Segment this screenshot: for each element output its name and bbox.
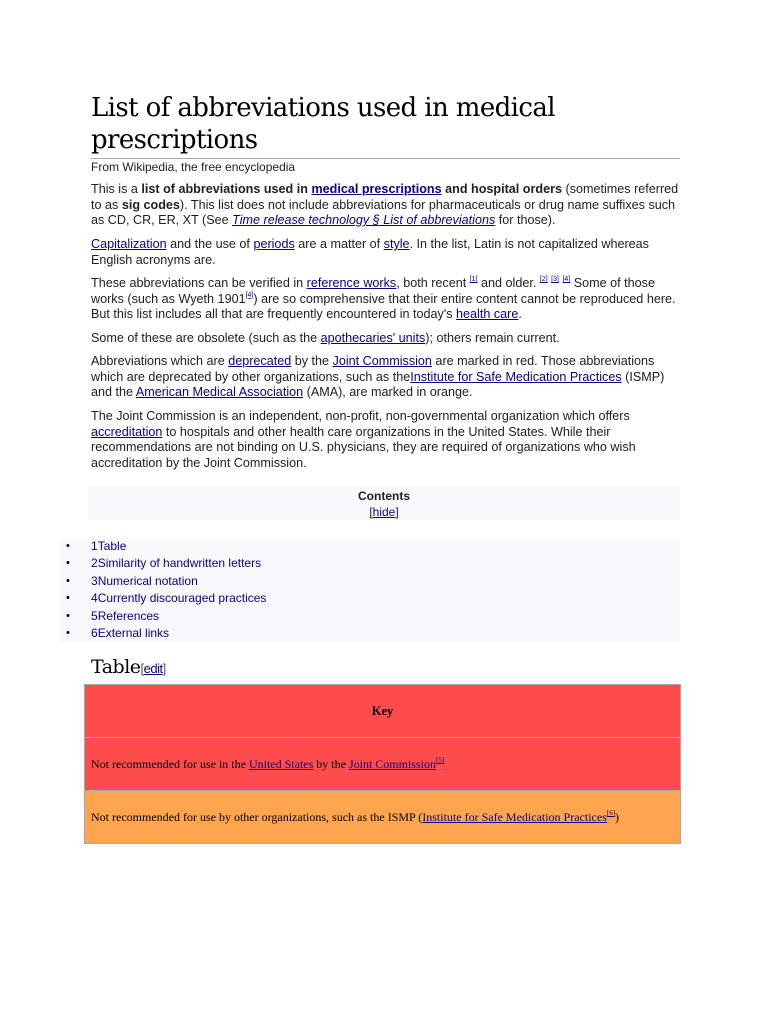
toc-item-label: Table	[97, 539, 127, 553]
key-header-row	[85, 685, 681, 738]
text: are a matter of	[294, 237, 384, 251]
toc-item-number: 2	[91, 556, 98, 571]
toc-item-discouraged[interactable]	[60, 590, 680, 607]
text: to hospitals and other health care organizations in the United States. While their recommendations are not binding on U.S. physicians, they are required of organizations who wish accreditation by the Joint Commission.	[91, 424, 636, 470]
link-apothecaries-units[interactable]: apothecaries' units	[320, 331, 426, 345]
bullet-icon: •	[66, 609, 70, 622]
citation-4b[interactable]: [4]	[245, 291, 254, 299]
section-heading-table	[91, 654, 166, 682]
capitalization-paragraph	[91, 237, 681, 268]
text: are marked in red. Those abbreviations which are deprecated by other organizations, such as the	[91, 354, 655, 384]
bullet-icon: •	[66, 626, 70, 639]
text: Some of those works (such as Wyeth 1901	[91, 276, 655, 306]
bold-text: list of abbreviations used in	[141, 182, 312, 196]
key-row-orange	[85, 791, 681, 844]
link-united-states[interactable]: United States	[248, 756, 314, 771]
link-ismp-key[interactable]: Institute for Safe Medication Practices	[422, 809, 607, 824]
text: This is a	[91, 182, 142, 196]
deprecated-paragraph	[91, 354, 681, 401]
text: for those).	[495, 213, 556, 228]
citation-3[interactable]: [3]	[551, 276, 559, 283]
citation-1[interactable]: [1]	[469, 276, 478, 283]
text: (AMA), are marked in orange.	[303, 385, 473, 400]
citation-2[interactable]: [2]	[539, 276, 548, 283]
tagline: From Wikipedia, the free encyclopedia	[91, 160, 296, 174]
verification-paragraph	[91, 276, 681, 323]
toc-hide-link[interactable]: hide	[372, 505, 396, 519]
toc-header	[88, 486, 680, 520]
link-accreditation[interactable]: accreditation	[91, 424, 163, 439]
text: These abbreviations can be verified in	[91, 276, 307, 290]
toc-item-number: 1	[91, 539, 98, 553]
bracket: [	[140, 661, 144, 676]
bullet-icon: •	[66, 592, 70, 605]
bullet-icon: •	[66, 557, 70, 570]
link-periods[interactable]: periods	[253, 237, 295, 251]
text: Not recommended for use in the	[91, 756, 249, 771]
joint-commission-paragraph	[91, 409, 681, 471]
section-title: Table	[91, 656, 141, 678]
toc-item-number: 5	[91, 608, 98, 623]
text: Some of these are obsolete (such as the	[91, 331, 321, 345]
toc-item-external-links[interactable]	[60, 625, 680, 642]
obsolete-paragraph	[91, 331, 681, 347]
intro-paragraph	[91, 182, 681, 229]
link-deprecated[interactable]: deprecated	[228, 354, 292, 368]
bullet-icon: •	[66, 574, 70, 587]
toc-item-references[interactable]	[60, 608, 680, 625]
bullet-icon: •	[66, 540, 70, 552]
text: ); others remain current.	[425, 331, 560, 345]
citation-4[interactable]: [4]	[562, 276, 571, 283]
text: (sometimes referred to as	[91, 182, 679, 212]
text: )	[615, 809, 620, 824]
section-edit-link[interactable]: edit	[143, 661, 163, 676]
text: and the use of	[166, 237, 254, 251]
bold-text: and hospital orders	[441, 182, 562, 196]
text: .	[518, 307, 522, 322]
section-edit-control	[141, 661, 166, 676]
link-reference-works[interactable]: reference works	[306, 276, 397, 290]
toc-title: Contents	[358, 489, 410, 503]
link-health-care[interactable]: health care	[456, 307, 519, 322]
bracket: ]	[395, 505, 399, 519]
link-ismp[interactable]: Institute for Safe Medication Practices	[410, 369, 622, 384]
text: Not recommended for use by other organizations, such as the ISMP (	[91, 809, 423, 824]
text: ). This list does not include abbreviations for pharmaceuticals or drug name suffixes such as CD, CR, ER, XT (See	[91, 197, 676, 228]
page-title: List of abbreviations used in medical prescriptions	[91, 92, 680, 159]
toc-item-number: 6	[91, 625, 98, 640]
key-cell-orange	[85, 791, 681, 844]
link-capitalization[interactable]: Capitalization	[91, 237, 167, 251]
toc-item-numerical[interactable]	[60, 573, 680, 590]
toc-item-label: Similarity of handwritten letters	[97, 556, 262, 571]
text: The Joint Commission is an independent, non-profit, non-governmental organization which offers	[91, 409, 630, 423]
bracket: ]	[162, 661, 166, 676]
link-time-release[interactable]: Time release technology § List of abbreviations	[232, 213, 496, 228]
key-header-cell: Key	[85, 685, 681, 738]
key-row-red	[85, 738, 681, 791]
toc-item-table[interactable]	[60, 538, 680, 555]
bracket: [	[369, 505, 373, 519]
citation-6[interactable]: [6]	[606, 808, 616, 817]
toc-item-label: Currently discouraged practices	[97, 591, 267, 606]
link-medical-prescriptions[interactable]: medical prescriptions	[311, 182, 442, 196]
link-ama[interactable]: American Medical Association	[135, 385, 304, 400]
key-cell-red	[85, 738, 681, 791]
toc-item-label: References	[97, 608, 160, 623]
toc-item-number: 4	[91, 591, 98, 606]
link-joint-commission[interactable]: Joint Commission	[332, 354, 432, 368]
text: (ISMP) and the	[91, 369, 665, 400]
text: . In the list, Latin is not capitalized whereas English acronyms are.	[91, 237, 649, 267]
text: , both recent	[396, 276, 470, 290]
text: and older.	[477, 276, 540, 290]
key-table	[84, 684, 681, 844]
text: ) are so comprehensive that their entire content cannot be reproduced here. But this list includes all that are frequently encountered in today's	[91, 291, 676, 322]
link-joint-commission-key[interactable]: Joint Commission	[348, 756, 436, 771]
text: by the	[313, 756, 349, 771]
text: Abbreviations which are	[91, 354, 229, 368]
link-style[interactable]: style	[383, 237, 410, 251]
citation-5[interactable]: [5]	[435, 755, 445, 764]
toc-list	[60, 538, 680, 642]
toc-item-label: External links	[97, 625, 170, 640]
text: by the	[291, 354, 333, 368]
toc-hide-control	[88, 504, 680, 520]
toc-item-similarity[interactable]	[60, 555, 680, 572]
toc-item-number: 3	[91, 573, 98, 588]
bold-text: sig codes	[121, 197, 180, 212]
toc-item-label: Numerical notation	[97, 573, 198, 588]
